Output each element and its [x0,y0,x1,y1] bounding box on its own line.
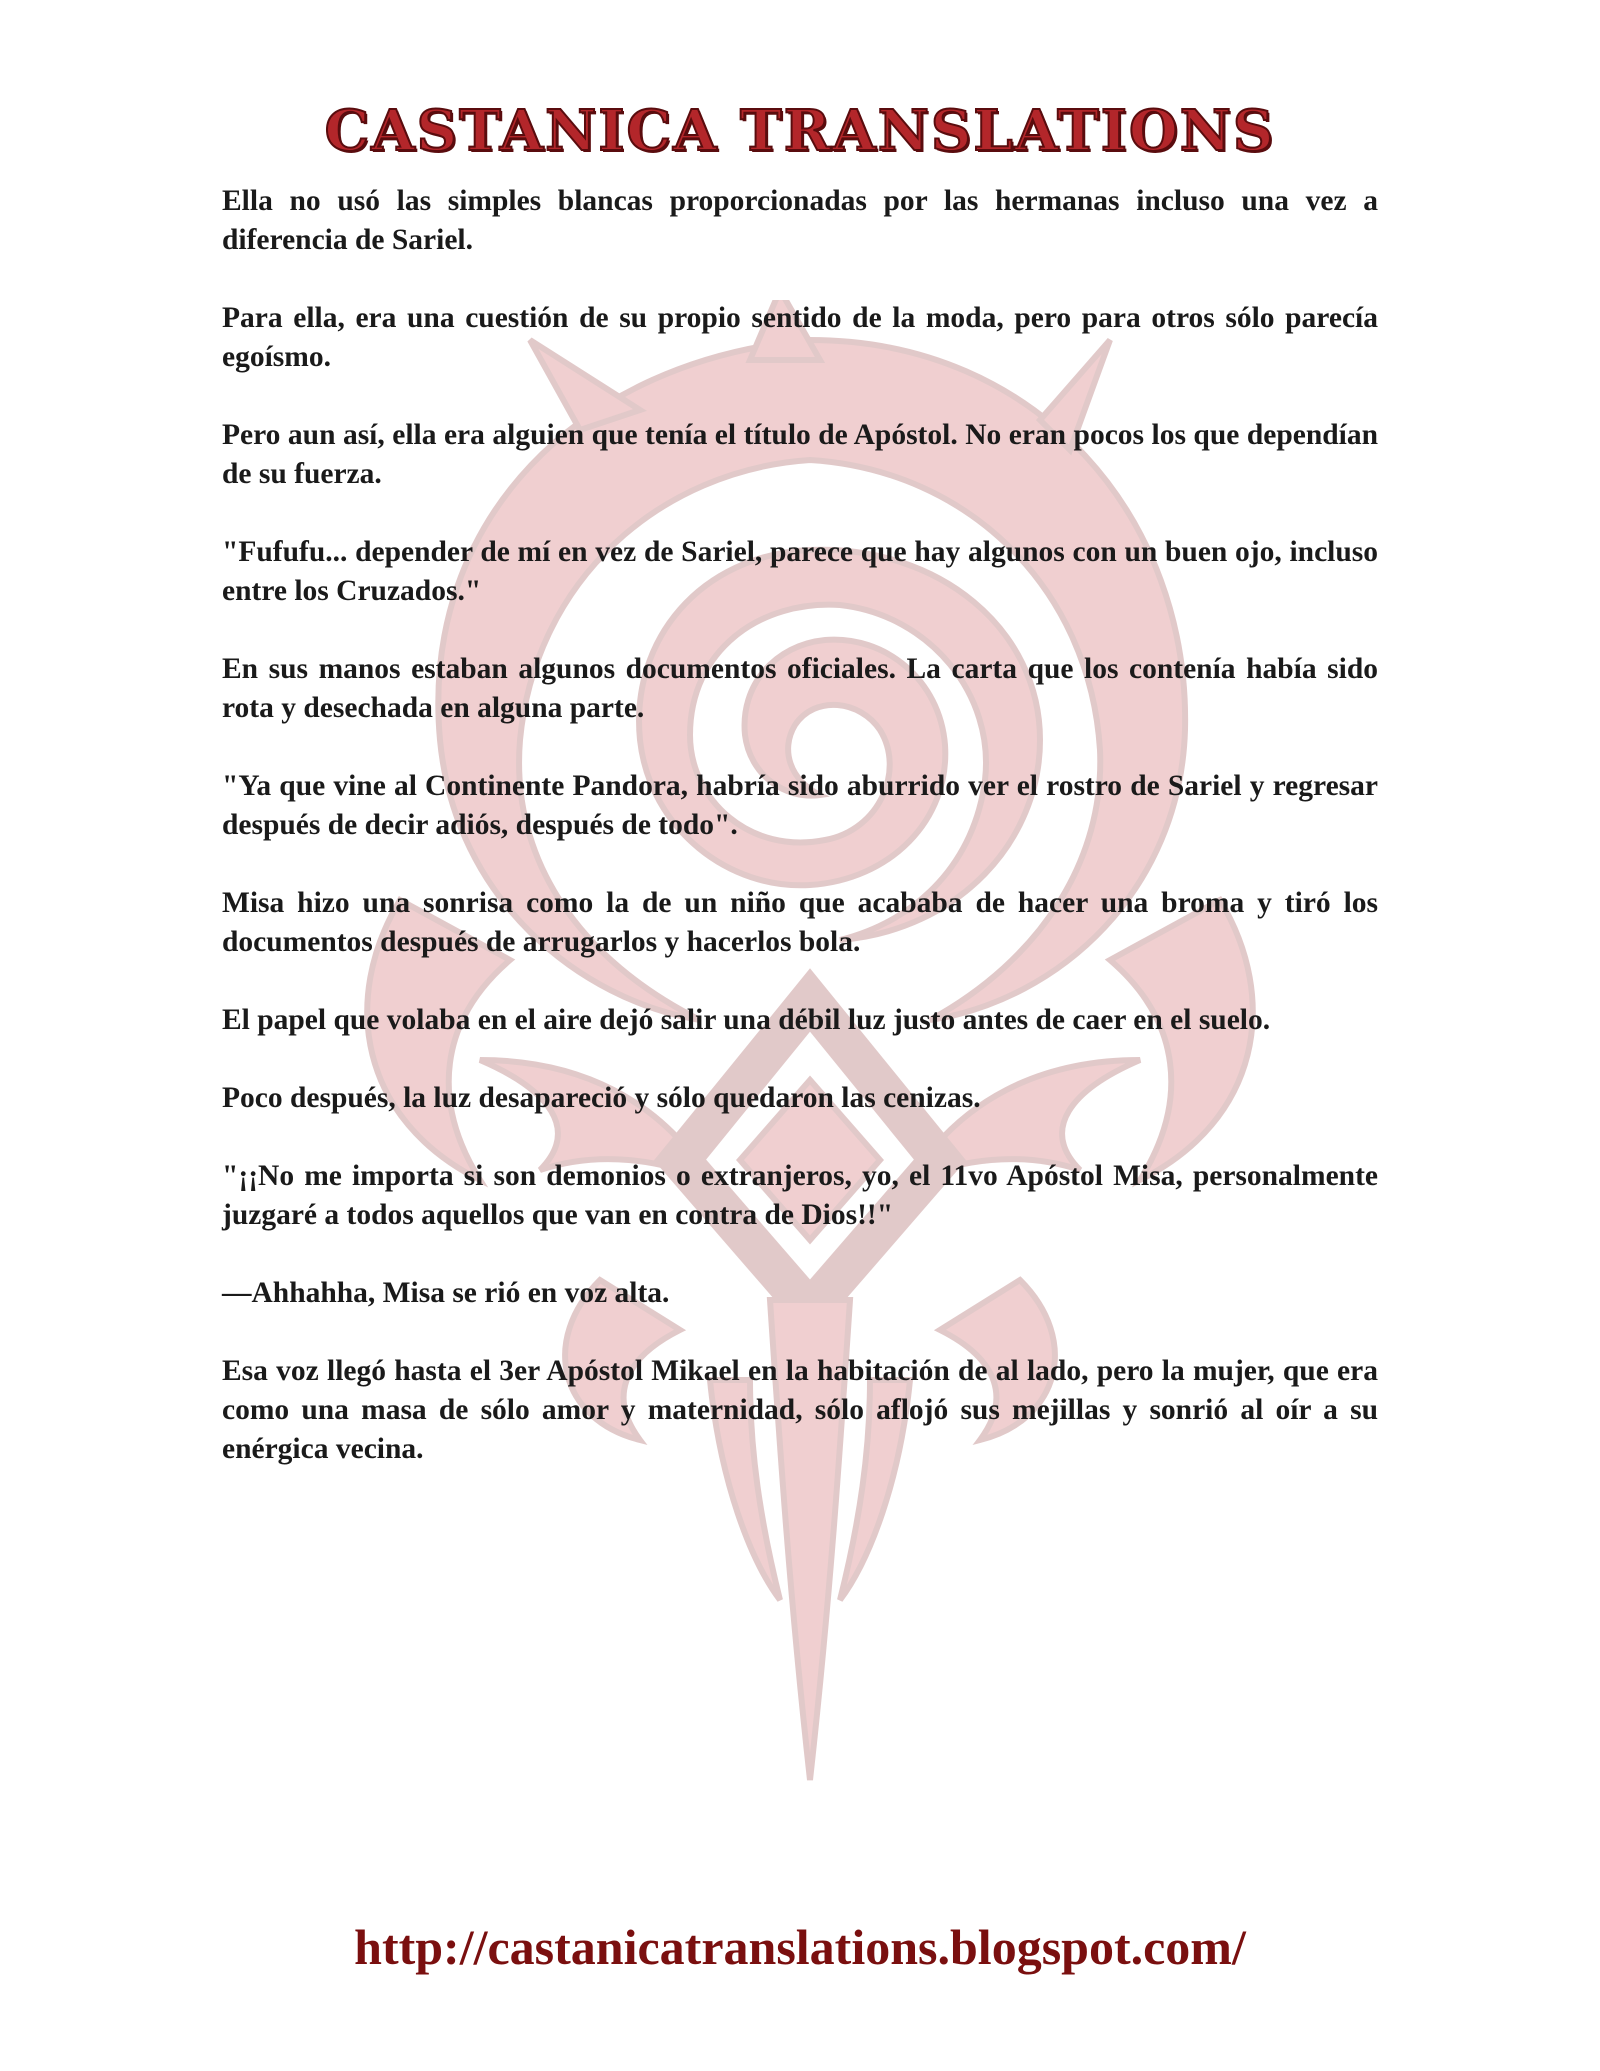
paragraph: "Fufufu... depender de mí en vez de Sariel, parece que hay algunos con un buen ojo, incluso entre los Cruzados." [222,536,1378,607]
paragraph: Ella no usó las simples blancas proporcionadas por las hermanas incluso una vez a diferencia de Sariel. [222,185,1378,256]
paragraph: "Ya que vine al Continente Pandora, habría sido aburrido ver el rostro de Sariel y regresar después de decir adiós, después de todo". [222,770,1378,841]
paragraph: Misa hizo una sonrisa como la de un niño que acababa de hacer una broma y tiró los documentos después de arrugarlos y hacerlos bola. [222,887,1378,958]
paragraph: Poco después, la luz desapareció y sólo quedaron las cenizas. [222,1082,981,1114]
page-title: CASTANICA TRANSLATIONS [324,98,1276,164]
paragraph: "¡¡No me importa si son demonios o extranjeros, yo, el 11vo Apóstol Misa, personalmente juzgaré a todos aquellos que van en contra de Dios!!" [222,1160,1378,1231]
paragraph: Pero aun así, ella era alguien que tenía el título de Apóstol. No eran pocos los que dependían de su fuerza. [222,419,1378,490]
paragraph: Esa voz llegó hasta el 3er Apóstol Mikael en la habitación de al lado, pero la mujer, que era como una masa de sólo amor y maternidad, sólo aflojó sus mejillas y sonrió al oír a su enérgica vecina. [222,1355,1378,1465]
footer-link[interactable]: http://castanicatranslations.blogspot.com/ [354,1919,1246,1975]
paragraph: —Ahhahha, Misa se rió en voz alta. [222,1277,670,1309]
paragraph: Para ella, era una cuestión de su propio sentido de la moda, pero para otros sólo parecía egoísmo. [222,302,1378,373]
document-body [222,182,1378,1508]
paragraph: El papel que volaba en el aire dejó salir una débil luz justo antes de caer en el suelo. [222,1004,1271,1036]
paragraph: En sus manos estaban algunos documentos oficiales. La carta que los contenía había sido rota y desechada en alguna parte. [222,653,1378,724]
